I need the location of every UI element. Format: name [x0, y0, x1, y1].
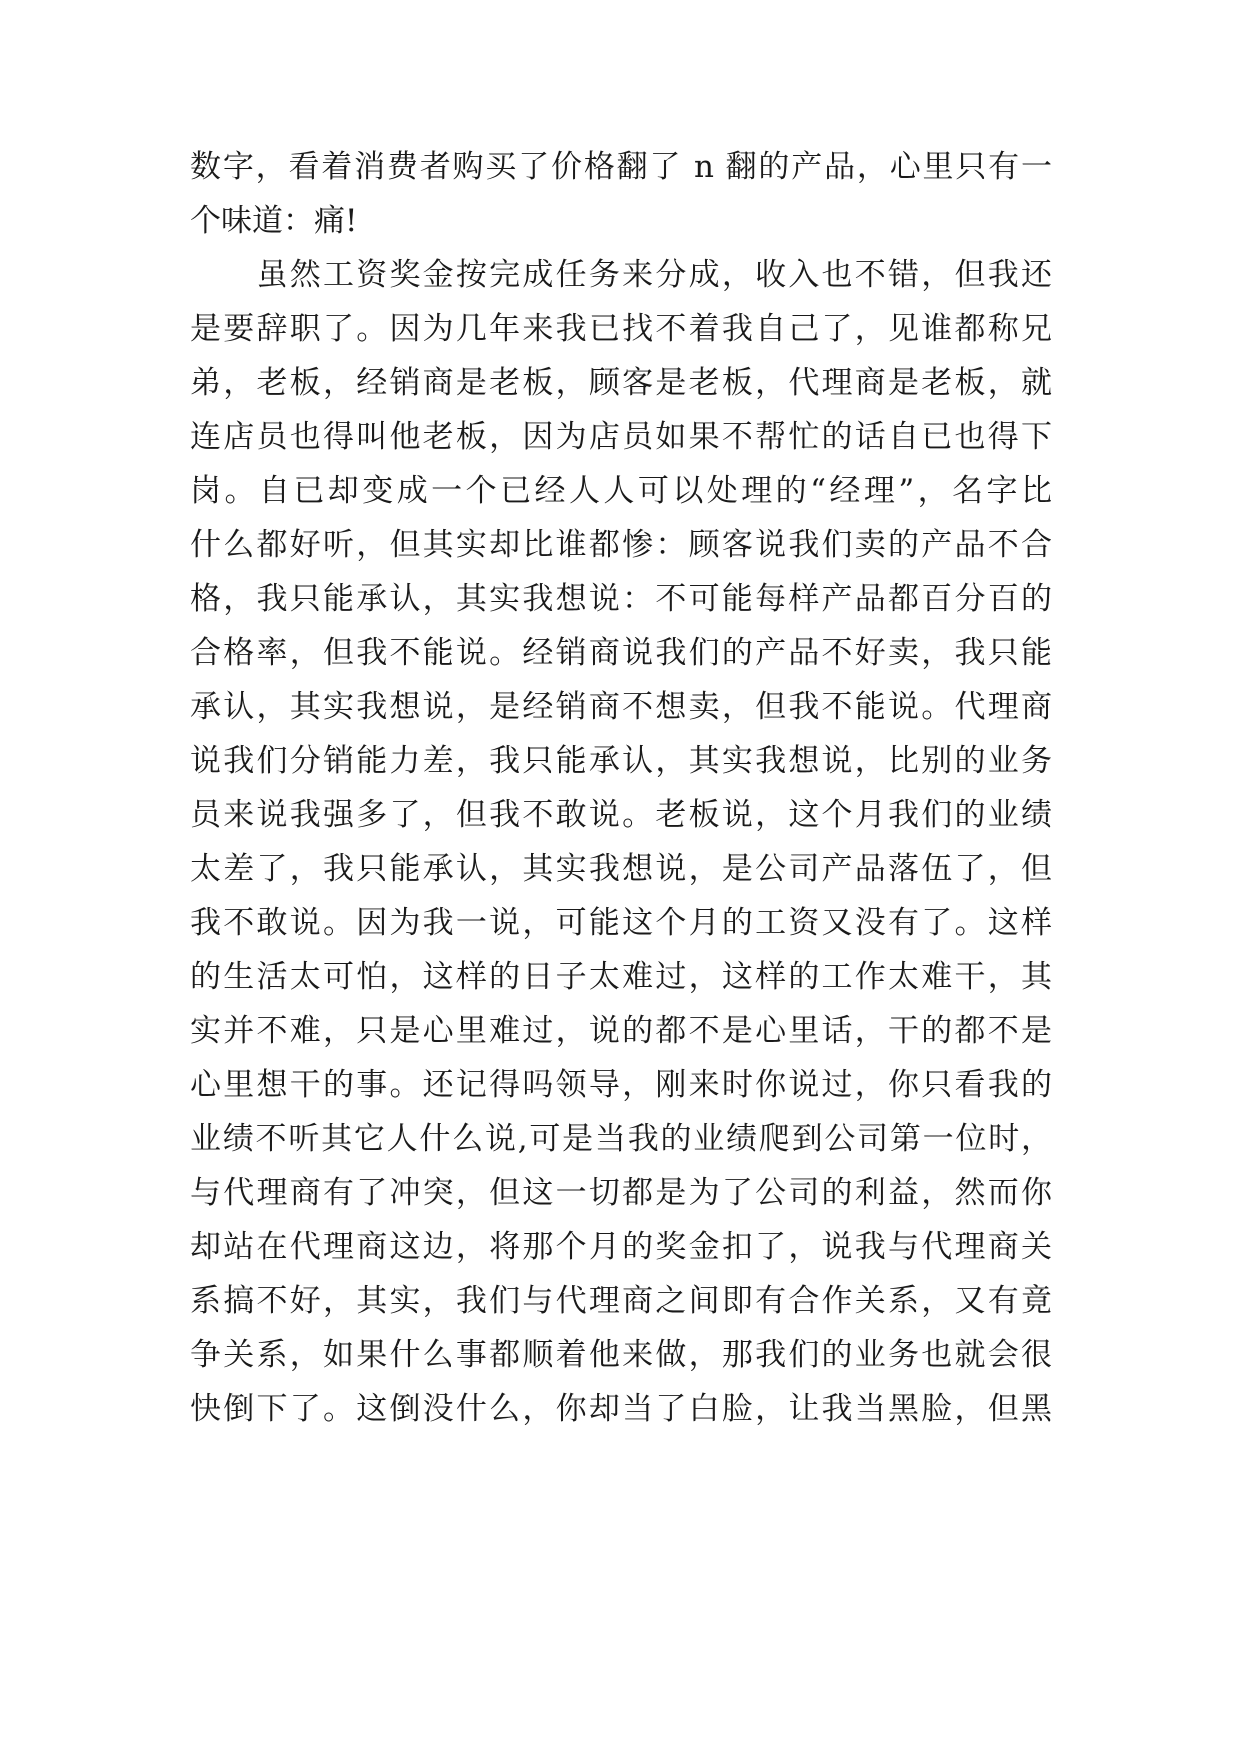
text-line: 员来说我强多了，但我不敢说。老板说，这个月我们的业绩: [190, 797, 1052, 833]
text-line: 系搞不好，其实，我们与代理商之间即有合作关系，又有竟: [190, 1283, 1052, 1319]
text-line: 弟，老板，经销商是老板，顾客是老板，代理商是老板，就: [190, 365, 1052, 401]
text-line: 承认，其实我想说，是经销商不想卖，但我不能说。代理商: [190, 689, 1052, 725]
text-line: 的生活太可怕，这样的日子太难过，这样的工作太难干，其: [190, 959, 1052, 995]
text-line: 连店员也得叫他老板，因为店员如果不帮忙的话自已也得下: [190, 419, 1052, 455]
text-line: 岗。自已却变成一个已经人人可以处理的“经理”，名字比: [190, 473, 1052, 509]
text-line: 说我们分销能力差，我只能承认，其实我想说，比别的业务: [190, 743, 1052, 779]
paragraph-start-line: 虽然工资奖金按完成任务来分成，收入也不错，但我还: [190, 257, 1052, 293]
text-line: 实并不难，只是心里难过，说的都不是心里话，干的都不是: [190, 1013, 1052, 1049]
text-line: 快倒下了。这倒没什么，你却当了白脸，让我当黑脸，但黑: [190, 1391, 1052, 1427]
text-line: 与代理商有了冲突，但这一切都是为了公司的利益，然而你: [190, 1175, 1052, 1211]
text-line: 是要辞职了。因为几年来我已找不着我自己了，见谁都称兄: [190, 311, 1052, 347]
text-line: 合格率，但我不能说。经销商说我们的产品不好卖，我只能: [190, 635, 1052, 671]
text-line: 什么都好听，但其实却比谁都惨：顾客说我们卖的产品不合: [190, 527, 1052, 563]
text-line: 争关系，如果什么事都顺着他来做，那我们的业务也就会很: [190, 1337, 1052, 1373]
text-line: 却站在代理商这边，将那个月的奖金扣了，说我与代理商关: [190, 1229, 1052, 1265]
text-line: 我不敢说。因为我一说，可能这个月的工资又没有了。这样: [190, 905, 1052, 941]
text-line: 数字，看着消费者购买了价格翻了 n 翻的产品，心里只有一: [190, 149, 1052, 185]
text-line: 业绩不听其它人什么说,可是当我的业绩爬到公司第一位时，: [190, 1121, 1052, 1157]
text-line: 格，我只能承认，其实我想说：不可能每样产品都百分百的: [190, 581, 1052, 617]
text-line: 个味道：痛!: [190, 203, 358, 239]
text-line: 心里想干的事。还记得吗领导，刚来时你说过，你只看我的: [190, 1067, 1052, 1103]
text-line: 太差了，我只能承认，其实我想说，是公司产品落伍了，但: [190, 851, 1052, 887]
